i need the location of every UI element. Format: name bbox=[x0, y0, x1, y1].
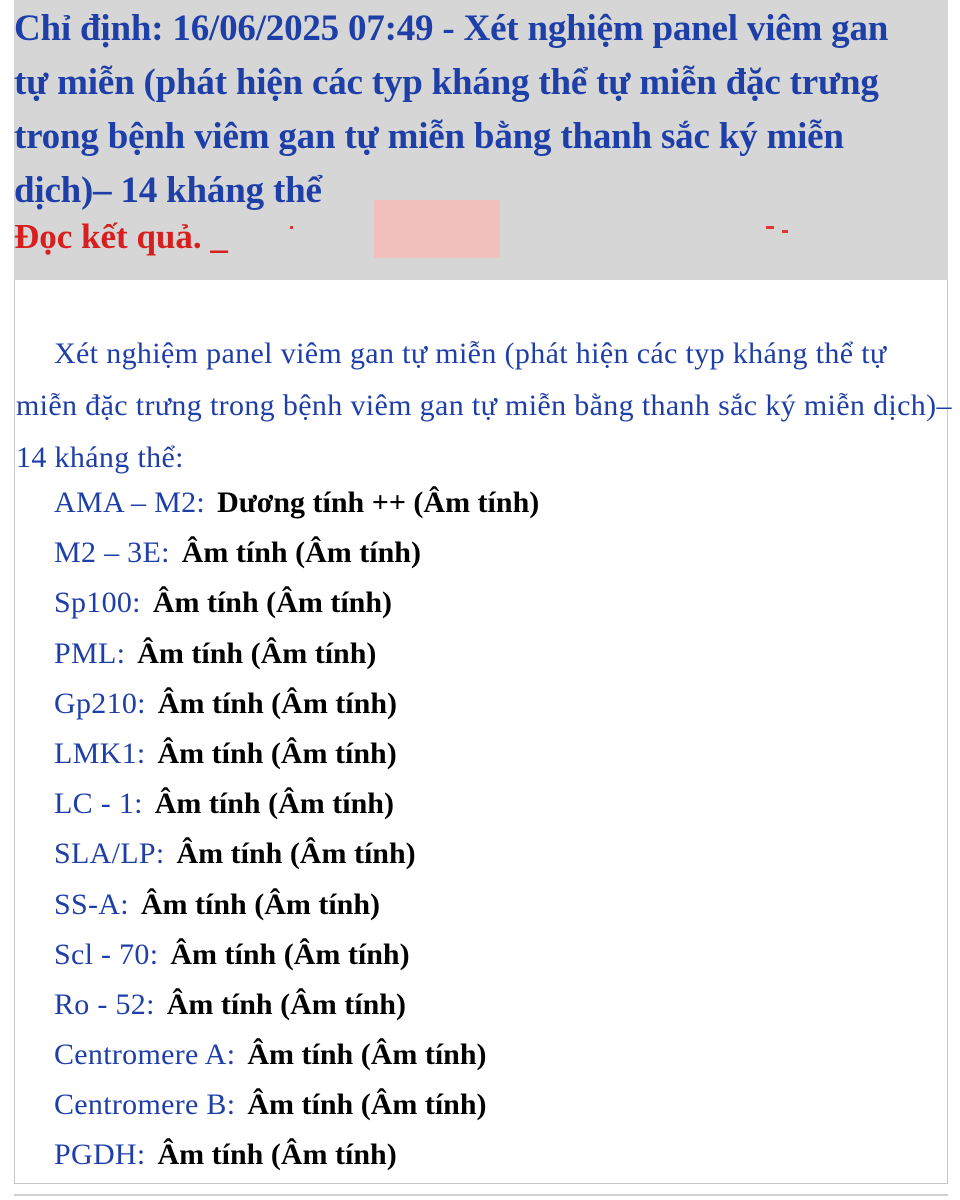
antibody-result: Dương tính ++ (Âm tính) bbox=[217, 486, 540, 519]
antibody-name: Gp210: bbox=[54, 686, 146, 720]
red-mark bbox=[782, 230, 788, 233]
antibody-name: Ro - 52: bbox=[54, 987, 155, 1021]
antibody-name: Scl - 70: bbox=[54, 937, 159, 971]
result-row bbox=[54, 880, 539, 930]
antibody-name: PGDH: bbox=[54, 1138, 146, 1172]
order-title: Chỉ định: 16/06/2025 07:49 - Xét nghiệm panel viêm gan tự miễn (phát hiện các typ kháng thể tự miễn đặc trưng trong bệnh viêm gan tự miễn bằng thanh sắc ký miễn dịch)– 14 kháng thể bbox=[14, 8, 889, 211]
antibody-name: LC - 1: bbox=[54, 787, 143, 821]
antibody-result: Âm tính (Âm tính) bbox=[166, 987, 406, 1021]
result-row bbox=[54, 829, 539, 879]
antibody-result: Âm tính (Âm tính) bbox=[154, 787, 394, 821]
result-row bbox=[54, 1080, 539, 1130]
result-list bbox=[54, 478, 539, 1181]
antibody-name: Centromere B: bbox=[54, 1088, 236, 1122]
antibody-result: Âm tính (Âm tính) bbox=[181, 536, 421, 570]
antibody-name: SLA/LP: bbox=[54, 837, 165, 871]
redacted-area bbox=[374, 200, 500, 258]
antibody-result: Âm tính (Âm tính) bbox=[170, 937, 410, 971]
antibody-name: M2 – 3E: bbox=[54, 536, 170, 570]
result-row bbox=[54, 478, 539, 528]
result-row bbox=[54, 980, 539, 1030]
antibody-name: LMK1: bbox=[54, 736, 146, 770]
result-row bbox=[54, 629, 539, 679]
antibody-result: Âm tính (Âm tính) bbox=[157, 686, 397, 720]
result-row bbox=[54, 729, 539, 779]
antibody-result: Âm tính (Âm tính) bbox=[247, 1038, 487, 1072]
red-mark bbox=[290, 226, 293, 229]
red-mark bbox=[766, 226, 774, 229]
result-row bbox=[54, 1130, 539, 1180]
antibody-name: AMA – M2: bbox=[54, 486, 206, 519]
divider bbox=[14, 1194, 948, 1196]
antibody-name: PML: bbox=[54, 636, 126, 670]
read-result-label: Đọc kết quả. _ bbox=[14, 217, 228, 256]
antibody-name: SS-A: bbox=[54, 887, 129, 921]
result-row bbox=[54, 930, 539, 980]
result-row bbox=[54, 679, 539, 729]
antibody-name: Sp100: bbox=[54, 586, 141, 620]
antibody-result: Âm tính (Âm tính) bbox=[137, 636, 377, 670]
antibody-result: Âm tính (Âm tính) bbox=[247, 1088, 487, 1122]
antibody-result: Âm tính (Âm tính) bbox=[140, 887, 381, 921]
antibody-result: Âm tính (Âm tính) bbox=[152, 586, 393, 620]
antibody-result: Âm tính (Âm tính) bbox=[157, 736, 397, 770]
antibody-result: Âm tính (Âm tính) bbox=[176, 837, 416, 871]
result-row bbox=[54, 578, 539, 628]
result-row bbox=[54, 528, 539, 578]
antibody-name: Centromere A: bbox=[54, 1038, 236, 1072]
antibody-result: Âm tính (Âm tính) bbox=[157, 1138, 397, 1172]
result-row bbox=[54, 1030, 539, 1080]
report-intro: Xét nghiệm panel viêm gan tự miễn (phát hiện các typ kháng thể tự miễn đặc trưng trong bệnh viêm gan tự miễn bằng thanh sắc ký miễn dịch)– 14 kháng thể: bbox=[16, 337, 952, 474]
result-row bbox=[54, 779, 539, 829]
